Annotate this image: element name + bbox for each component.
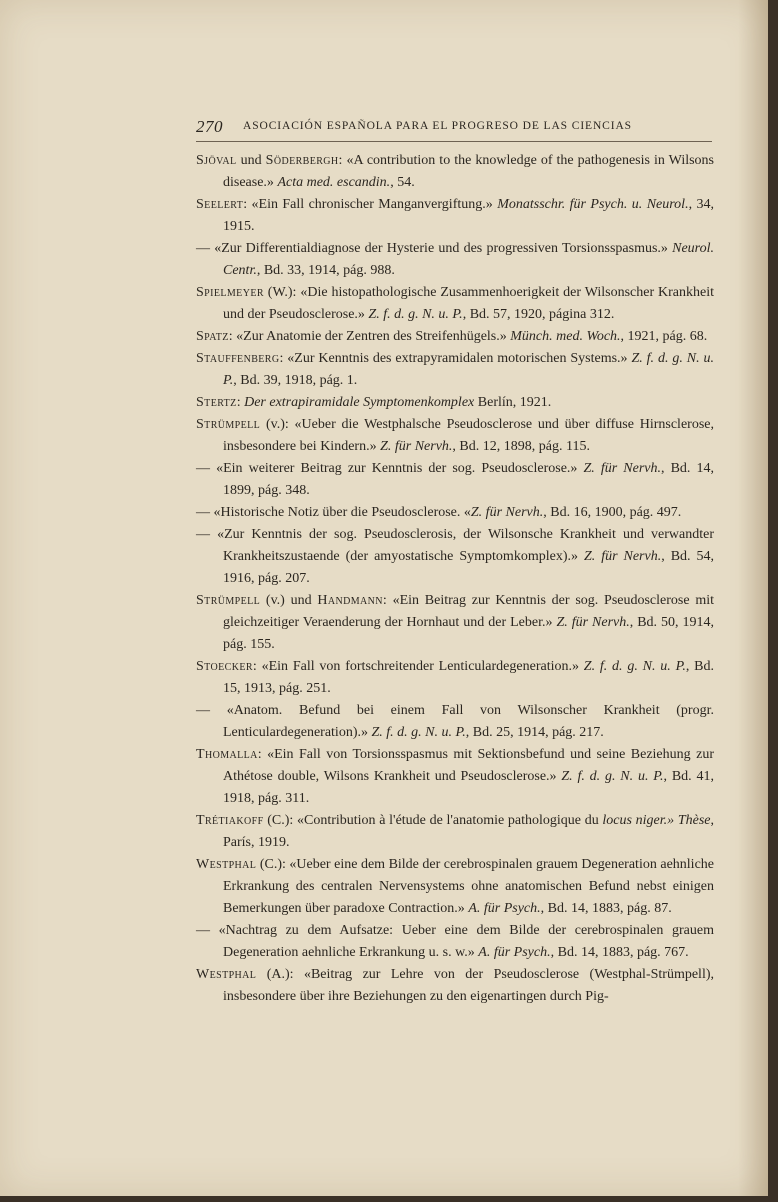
entry-coauthor: Söderbergh [265, 153, 339, 168]
entry-citation: , Bd. 25, 1914, pág. 217. [465, 725, 604, 740]
entry-author: Stoecker [196, 659, 253, 674]
entry-author: Seelert [196, 197, 244, 212]
bibliography-entry [196, 238, 714, 282]
entry-source: Münch. med. Woch. [510, 329, 621, 344]
entry-author: Strümpell [196, 593, 261, 608]
bibliography-entry [196, 392, 714, 414]
entry-citation: Berlín, 1921. [474, 395, 552, 410]
entry-text: (A.): «Beitrag zur Lehre von der Pseudosclerose (Westphal-Strümpell), insbesondere über ihre Beziehungen zu den eigenartingen durch Pig- [223, 967, 714, 1004]
page-edge-shadow [738, 0, 768, 1196]
entry-citation: , Bd. 14, 1883, pág. 767. [550, 945, 689, 960]
entry-text: (W.): «Die histopathologische Zusammenhoerigkeit der Wilsonscher Krankheit und der Pseudosclerose.» [223, 285, 714, 322]
bibliography-entry [196, 348, 714, 392]
entry-source: Acta med. escandin. [277, 175, 391, 190]
entry-source: A. für Psych. [468, 901, 541, 916]
entry-text: (C.): «Ueber eine dem Bilde der cerebrospinalen grauem Degeneration aehnliche Erkrankung des centralen Nervensystems ohne anatomischen Befund nebst einigen Bemerkungen über paradoxe Contraction.» [223, 857, 714, 916]
bibliography-entry [196, 744, 714, 810]
entry-text: : «Ein Fall chronischer Manganvergiftung.» [243, 197, 498, 212]
entry-source: Z. f. d. g. N. u. P. [583, 659, 686, 674]
entry-citation: , Bd. 14, 1899, pág. 348. [223, 461, 714, 498]
header-rule [196, 141, 712, 142]
entry-source: Z. für Nervh. [470, 505, 544, 520]
entry-text: — «Anatom. Befund bei einem Fall von Wilsonscher Krankheit (progr. Lenticulardegeneration).» [196, 703, 714, 740]
entry-source: Z. für Nervh. [583, 549, 662, 564]
entry-citation: , Bd. 39, 1918, pág. 1. [233, 373, 358, 388]
bibliography-entry [196, 194, 714, 238]
entry-citation: , Bd. 57, 1920, página 312. [462, 307, 615, 322]
entry-citation: , Bd. 50, 1914, pág. 155. [223, 615, 714, 652]
bibliography-list [196, 150, 714, 1008]
entry-source: A. für Psych. [478, 945, 551, 960]
entry-text: : [236, 395, 245, 410]
entry-text: : «Zur Kenntnis des extrapyramidalen motorischen Systems.» [279, 351, 632, 366]
entry-text: : «Ein Beitrag zur Kenntnis der sog. Pseudosclerose mit gleichzeitiger Veraenderung der Hornhaut und der Leber.» [223, 593, 714, 630]
entry-text: — «Historische Notiz über die Pseudosclerose. « [196, 505, 471, 520]
entry-author: Stertz [196, 395, 237, 410]
bibliography-entry [196, 414, 714, 458]
entry-citation: , Bd. 16, 1900, pág. 497. [543, 505, 682, 520]
entry-source: Z. f. d. g. N. u. P. [561, 769, 664, 784]
entry-author: Spielmeyer [196, 285, 264, 300]
entry-source: Der extrapiramidale Symptomenkomplex [244, 395, 475, 410]
bibliography-entry [196, 964, 714, 1008]
entry-source: Z. für Nervh. [556, 615, 630, 630]
entry-source: Z. f. d. g. N. u. P. [223, 351, 715, 388]
entry-text: und [236, 153, 266, 168]
entry-citation: , Bd. 12, 1898, pág. 115. [452, 439, 590, 454]
entry-source: Z. f. d. g. N. u. P. [368, 307, 463, 322]
entry-citation: , Bd. 14, 1883, pág. 87. [540, 901, 672, 916]
entry-text: (v.) und [260, 593, 318, 608]
bibliography-entry [196, 810, 714, 854]
bibliography-entry [196, 920, 714, 964]
entry-author: Sjöval [196, 153, 237, 168]
bibliography-entry [196, 150, 714, 194]
bibliography-entry [196, 282, 714, 326]
entry-citation: , 1921, pág. 68. [620, 329, 708, 344]
entry-source: Z. für Nervh. [380, 439, 453, 454]
page-number: 270 [196, 117, 223, 136]
bibliography-entry [196, 502, 714, 524]
entry-author: Westphal [196, 967, 257, 982]
bibliography-entry [196, 656, 714, 700]
bibliography-entry [196, 326, 714, 348]
bibliography-entry [196, 590, 714, 656]
entry-text: (C.): «Contribution à l'étude de l'anatomie pathologique du [263, 813, 603, 828]
entry-citation: , 34, 1915. [223, 197, 715, 234]
bibliography-entry [196, 854, 714, 920]
bibliography-entry [196, 700, 714, 744]
entry-citation: , 54. [390, 175, 415, 190]
entry-coauthor: Handmann [317, 593, 383, 608]
bibliography-entry [196, 458, 714, 502]
entry-source: Neurol. Centr. [223, 241, 714, 278]
entry-text: : «Ein Fall von fortschreitender Lenticulardegeneration.» [252, 659, 584, 674]
entry-text: : «Ein Fall von Torsionsspasmus mit Sektionsbefund und seine Beziehung zur Athétose double, Wilsons Krankheit und Pseudosclerose.» [223, 747, 714, 784]
entry-author: Stauffenberg [196, 351, 280, 366]
entry-source: Z. für Nervh. [583, 461, 661, 476]
entry-source: locus niger.» Thèse [602, 813, 711, 828]
entry-text: : «Zur Anatomie der Zentren des Streifenhügels.» [228, 329, 511, 344]
entry-text: — «Nachtrag zu dem Aufsatze: Ueber eine dem Bilde der cerebrospinalen grauem Degeneration aehnliche Erkrankung u. s. w.» [196, 923, 714, 960]
running-title: ASOCIACIÓN ESPAÑOLA PARA EL PROGRESO DE LAS CIENCIAS [243, 120, 632, 132]
entry-citation: , Bd. 15, 1913, pág. 251. [223, 659, 714, 696]
entry-text: — «Ein weiterer Beitrag zur Kenntnis der sog. Pseudosclerose.» [196, 461, 584, 476]
entry-author: Spatz [196, 329, 229, 344]
entry-text: (v.): «Ueber die Westphalsche Pseudosclerose und über diffuse Hirnsclerose, insbesondere bei Kindern.» [223, 417, 714, 454]
entry-citation: , Bd. 54, 1916, pág. 207. [223, 549, 715, 586]
entry-author: Trétiakoff [196, 813, 264, 828]
entry-source: Monatsschr. für Psych. u. Neurol. [497, 197, 689, 212]
entry-text: — «Zur Kenntnis der sog. Pseudosclerosis, der Wilsonsche Krankheit und verwandter Krankheitszustaende (der amyostatische Symptomkomplex).» [196, 527, 714, 564]
entry-citation: , París, 1919. [223, 813, 714, 850]
running-head [196, 117, 712, 139]
entry-author: Westphal [196, 857, 257, 872]
entry-text: — «Zur Differentialdiagnose der Hysterie und des progressiven Torsionsspasmus.» [196, 241, 673, 256]
bibliography-entry [196, 524, 714, 590]
entry-author: Strümpell [196, 417, 261, 432]
entry-citation: , Bd. 41, 1918, pág. 311. [223, 769, 714, 806]
entry-source: Z. f. d. g. N. u. P. [371, 725, 466, 740]
entry-text: : «A contribution to the knowledge of the pathogenesis in Wilsons disease.» [223, 153, 715, 190]
entry-author: Thomalla [196, 747, 258, 762]
entry-citation: , Bd. 33, 1914, pág. 988. [256, 263, 395, 278]
